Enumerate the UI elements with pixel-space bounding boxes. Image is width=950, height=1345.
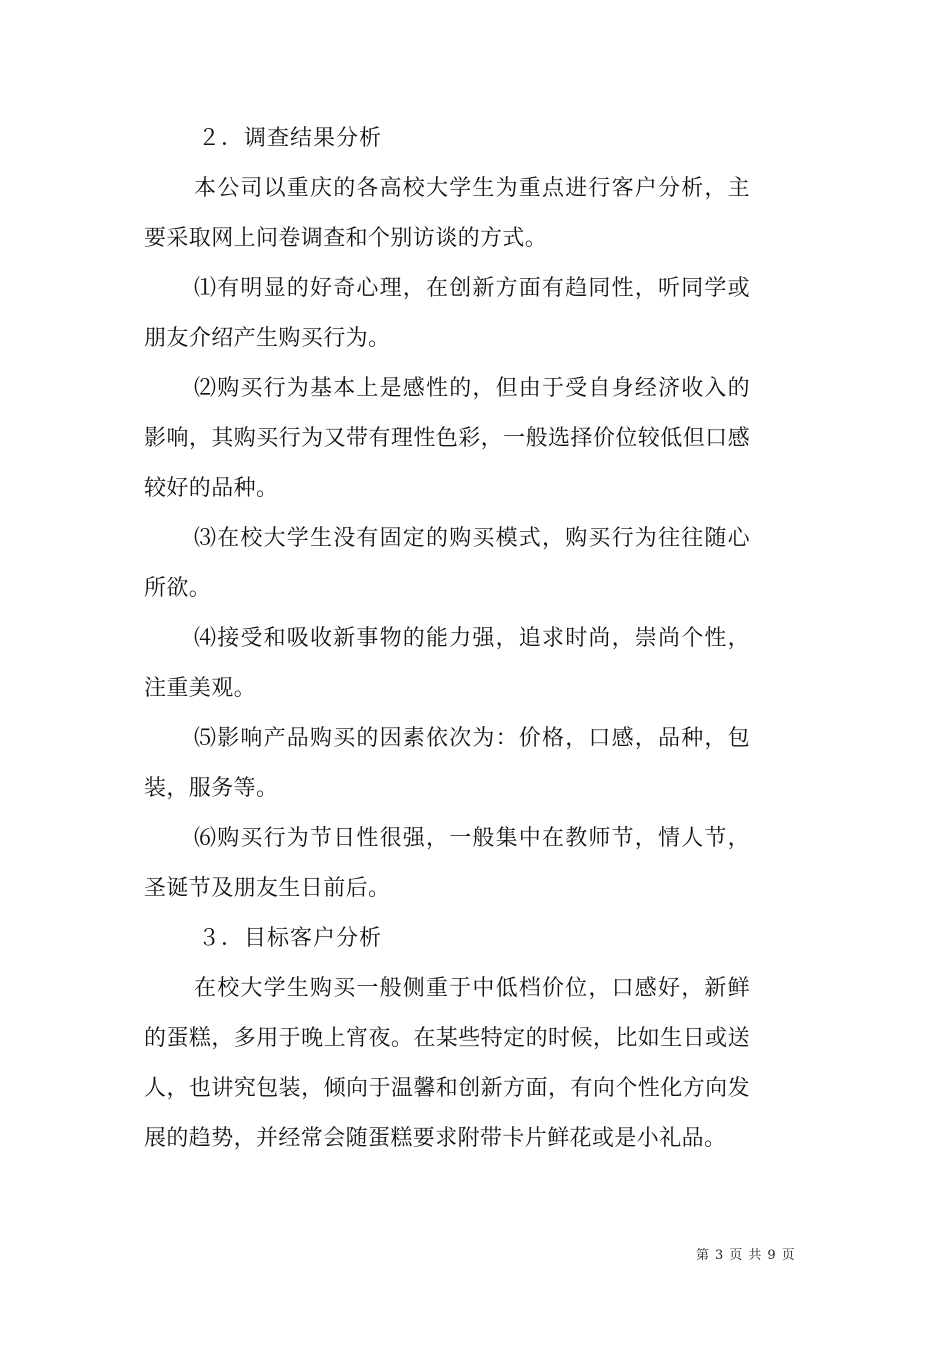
footer-total-pages: 9 (767, 1248, 776, 1263)
footer-page-mid: 页 (729, 1248, 743, 1263)
section-heading-target-customers: ３．目标客户分析 (198, 926, 383, 951)
document-body (144, 114, 750, 1164)
section-intro-paragraph: 本公司以重庆的各高校大学生为重点进行客户分析，主要采取网上问卷调查和个别访谈的方式。 (144, 176, 750, 251)
section-heading-survey-results: ２．调查结果分析 (198, 126, 383, 151)
finding-item-2: ⑵购买行为基本上是感性的，但由于受自身经济收入的影响，其购买行为又带有理性色彩，一般选择价位较低但口感较好的品种。 (144, 376, 750, 501)
finding-item-6: ⑹购买行为节日性很强，一般集中在教师节，情人节，圣诞节及朋友生日前后。 (144, 826, 750, 901)
finding-item-1: ⑴有明显的好奇心理，在创新方面有趋同性，听同学或朋友介绍产生购买行为。 (144, 276, 750, 351)
page-number-footer (696, 1246, 795, 1266)
footer-page-suffix: 页 (781, 1248, 795, 1263)
footer-page-prefix: 第 (696, 1248, 710, 1263)
finding-item-3: ⑶在校大学生没有固定的购买模式，购买行为往往随心所欲。 (144, 526, 750, 601)
target-customer-paragraph: 在校大学生购买一般侧重于中低档价位，口感好，新鲜的蛋糕，多用于晚上宵夜。在某些特定的时候，比如生日或送人，也讲究包装，倾向于温馨和创新方面，有向个性化方向发展的趋势，并经常会随蛋糕要求附带卡片鲜花或是小礼品。 (144, 976, 750, 1151)
footer-current-page: 3 (715, 1248, 724, 1263)
finding-item-4: ⑷接受和吸收新事物的能力强，追求时尚，崇尚个性，注重美观。 (144, 626, 750, 701)
finding-item-5: ⑸影响产品购买的因素依次为：价格，口感，品种，包装，服务等。 (144, 726, 750, 801)
footer-total-prefix: 共 (748, 1248, 762, 1263)
